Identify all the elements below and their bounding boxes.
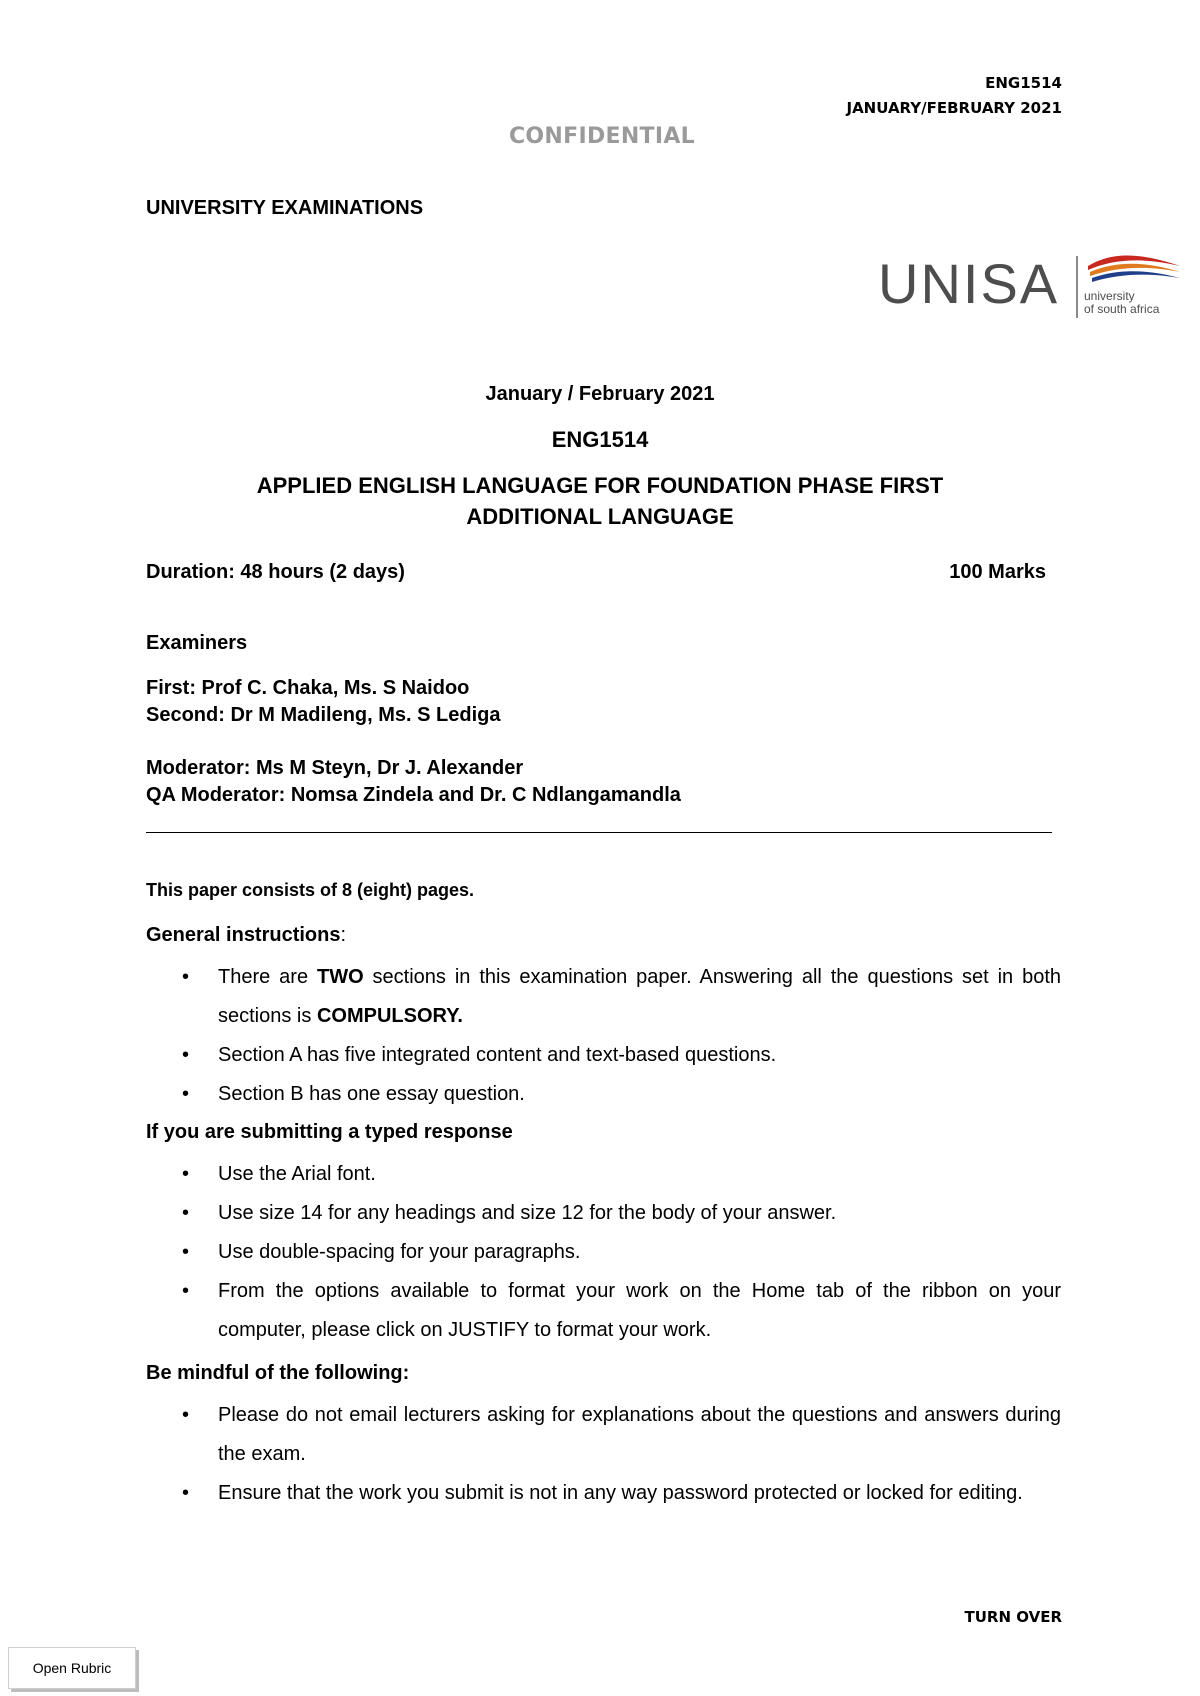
examiners-heading: Examiners (146, 632, 248, 654)
header-code-block (846, 71, 1062, 121)
list-item: • Use the Arial font. (146, 1155, 1061, 1194)
university-examinations-heading: UNIVERSITY EXAMINATIONS (146, 197, 424, 219)
exam-session: JANUARY/FEBRUARY 2021 (846, 99, 1062, 117)
pages-note: This paper consists of 8 (eight) pages. (146, 880, 475, 900)
duration-text: Duration: 48 hours (2 days) (146, 561, 405, 583)
be-mindful-heading: Be mindful of the following: (146, 1362, 410, 1384)
be-mindful-list (146, 1396, 1061, 1513)
moderators-list (146, 755, 681, 809)
list-item: • There are TWO sections in this examination paper. Answering all the questions set in both sections is COMPULSORY. (146, 958, 1061, 1036)
typed-response-heading: If you are submitting a typed response (146, 1121, 513, 1143)
bullet-icon: • (182, 1280, 190, 1302)
exam-date: January / February 2021 (485, 383, 715, 405)
exam-course-code: ENG1514 (551, 427, 649, 452)
horizontal-divider (146, 832, 1052, 833)
open-rubric-button[interactable]: Open Rubric (8, 1647, 136, 1689)
bullet-icon: • (182, 1202, 190, 1224)
course-code: ENG1514 (985, 74, 1062, 92)
moderator: Moderator: Ms M Steyn, Dr J. Alexander (146, 757, 524, 779)
list-item: • Ensure that the work you submit is not in any way password protected or locked for editing. (146, 1474, 1061, 1513)
bullet-icon: • (182, 1083, 190, 1105)
bullet-icon: • (182, 966, 190, 988)
logo-divider (1076, 256, 1078, 318)
turn-over-label: TURN OVER (964, 1608, 1062, 1626)
bullet-icon: • (182, 1044, 190, 1066)
list-item: • From the options available to format your work on the Home tab of the ribbon on your computer, please click on JUSTIFY to format your work. (146, 1272, 1061, 1350)
general-instructions-heading: General instructions: (146, 924, 347, 946)
qa-moderator: QA Moderator: Nomsa Zindela and Dr. C Ndlangamandla (146, 784, 681, 806)
bullet-icon: • (182, 1163, 190, 1185)
second-examiners: Second: Dr M Madileng, Ms. S Lediga (146, 704, 501, 726)
typed-response-list (146, 1155, 1061, 1350)
list-item: • Please do not email lecturers asking for explanations about the questions and answers during the exam. (146, 1396, 1061, 1474)
bullet-icon: • (182, 1241, 190, 1263)
duration-row (146, 561, 1046, 584)
confidential-label: CONFIDENTIAL (508, 124, 695, 149)
exam-title-line-2: ADDITIONAL LANGUAGE (466, 504, 734, 529)
bullet-icon: • (182, 1404, 190, 1426)
total-marks: 100 Marks (949, 561, 1046, 583)
list-item: • Section B has one essay question. (146, 1075, 1061, 1114)
examiners-list (146, 675, 500, 729)
exam-title-line-1: APPLIED ENGLISH LANGUAGE FOR FOUNDATION PHASE FIRST (256, 473, 944, 498)
exam-title (0, 470, 1200, 532)
logo-subtitle: university of south africa (1084, 289, 1160, 316)
list-item: • Section A has five integrated content and text-based questions. (146, 1036, 1061, 1075)
first-examiners: First: Prof C. Chaka, Ms. S Naidoo (146, 677, 470, 699)
unisa-logo (878, 252, 1180, 322)
bullet-icon: • (182, 1482, 190, 1504)
list-item: • Use size 14 for any headings and size 12 for the body of your answer. (146, 1194, 1061, 1233)
general-instructions-list (146, 958, 1061, 1114)
list-item: • Use double-spacing for your paragraphs. (146, 1233, 1061, 1272)
logo-wordmark: UNISA (878, 252, 1060, 315)
logo-swoosh-icon (1084, 252, 1184, 288)
